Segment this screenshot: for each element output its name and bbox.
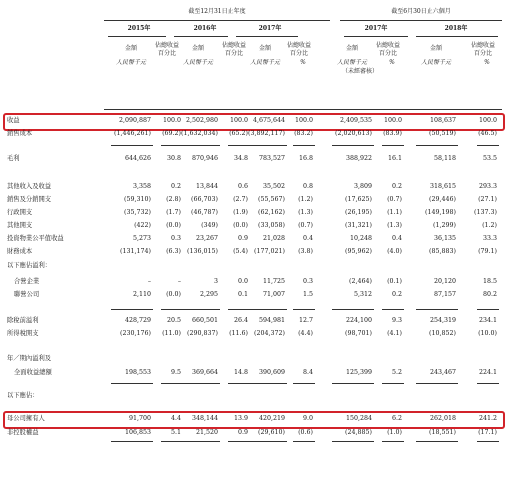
percent-cell: (0.6) (298, 429, 313, 436)
amount-cell: (10,852) (429, 330, 456, 337)
amount-cell: 2,295 (199, 291, 218, 298)
row-label: 收益 (7, 117, 20, 124)
percent-cell: 293.3 (478, 183, 497, 190)
unit-label: 人民幣千元 (336, 59, 367, 66)
year-label: 2015年 (127, 25, 151, 32)
amount-cell: 11,725 (262, 278, 285, 285)
percent-cell: (46.5) (478, 130, 497, 137)
row-label: 其他收入及收益 (7, 183, 52, 190)
percent-cell: (0.7) (298, 222, 313, 229)
amount-cell: 21,028 (262, 235, 285, 242)
percent-cell: 241.2 (478, 415, 497, 422)
amount-cell: 388,922 (345, 155, 372, 162)
unit-label: 人民幣千元 (182, 59, 213, 66)
percent-cell: (11.0) (162, 330, 181, 337)
percent-cell: 0.2 (170, 183, 181, 190)
percent-cell: 53.5 (482, 155, 497, 162)
percent-cell: 16.8 (298, 155, 313, 162)
row-label: 年／期內溢利及 (7, 355, 52, 362)
amount-cell: 2,110 (132, 291, 151, 298)
percent-cell: 4.4 (170, 415, 181, 422)
subtotal-rule (178, 383, 220, 384)
amount-cell: 3 (213, 278, 218, 285)
row-label: 財務成本 (7, 248, 33, 255)
percent-cell: (137.3) (474, 209, 497, 216)
percent-cell: (4.4) (298, 330, 313, 337)
amount-cell: 224,100 (345, 317, 372, 324)
amount-cell: (1,446,261) (114, 130, 151, 137)
amount-cell: 2,502,980 (185, 117, 218, 124)
amount-column-header: 金額 (258, 45, 271, 52)
year-label: 2017年 (258, 25, 282, 32)
percent-cell: (0.0) (233, 222, 248, 229)
percent-cell: (79.1) (478, 248, 497, 255)
amount-column-header: 金額 (429, 45, 442, 52)
percent-cell: 0.1 (237, 291, 248, 298)
subtotal-rule (382, 145, 404, 146)
year-label: 2017年 (364, 25, 388, 32)
percent-cell: 100.0 (478, 117, 497, 124)
percent-cell: 12.7 (298, 317, 313, 324)
amount-cell: 369,664 (191, 369, 218, 376)
row-label: 合營企業 (14, 278, 40, 285)
percent-cell: (1.2) (298, 196, 313, 203)
subtotal-rule (293, 309, 315, 310)
year-underline (236, 36, 298, 37)
amount-cell: 390,609 (258, 369, 285, 376)
percent-cell: (1.9) (233, 209, 248, 216)
amount-cell: 125,399 (345, 369, 372, 376)
subtotal-rule (382, 309, 404, 310)
percent-cell: 0.0 (237, 278, 248, 285)
percent-cell: 18.5 (482, 278, 497, 285)
amount-cell: 428,729 (124, 317, 151, 324)
percent-cell: 0.2 (391, 183, 402, 190)
percent-cell: (1.7) (166, 209, 181, 216)
period-header-interim: 截至6月30日止六個月 (391, 8, 451, 15)
amount-cell: (24,885) (345, 429, 372, 436)
amount-cell: 21,520 (195, 429, 218, 436)
amount-cell: 348,144 (191, 415, 218, 422)
percent-cell: 100.0 (383, 117, 402, 124)
subtotal-rule (111, 383, 153, 384)
percent-cell: (0.0) (166, 222, 181, 229)
amount-cell: (29,446) (429, 196, 456, 203)
amount-cell: (46,787) (191, 209, 218, 216)
amount-cell: 2,409,535 (339, 117, 372, 124)
year-underline (416, 36, 498, 37)
amount-cell: 198,553 (124, 369, 151, 376)
amount-cell: (18,551) (429, 429, 456, 436)
percent-cell: (0.7) (387, 196, 402, 203)
row-label: 母公司擁有人 (7, 415, 45, 422)
subtotal-rule (382, 441, 404, 442)
percent-cell: (1.3) (298, 209, 313, 216)
amount-column-header: 金額 (345, 45, 358, 52)
amount-cell: 150,284 (345, 415, 372, 422)
year-label: 2018年 (444, 25, 468, 32)
amount-cell: (55,567) (258, 196, 285, 203)
amount-cell: 318,615 (429, 183, 456, 190)
year-underline (108, 36, 166, 37)
subtotal-rule (477, 309, 499, 310)
unaudited-note: （未經審核） (341, 68, 378, 75)
percent-column-header: 佔總收益 百分比 (221, 42, 246, 57)
percent-cell: (4.0) (387, 248, 402, 255)
amount-cell: 3,358 (132, 183, 151, 190)
amount-cell: 594,981 (258, 317, 285, 324)
amount-cell: 660,501 (191, 317, 218, 324)
amount-cell: (50,519) (429, 130, 456, 137)
percent-cell: (6.3) (166, 248, 181, 255)
percent-cell: 13.9 (233, 415, 248, 422)
amount-cell: 91,700 (128, 415, 151, 422)
amount-cell: 20,120 (433, 278, 456, 285)
amount-cell: (62,162) (258, 209, 285, 216)
header-rule-a (104, 20, 330, 21)
amount-cell: 35,502 (262, 183, 285, 190)
row-label: 銷售及分銷開支 (7, 196, 52, 203)
percent-cell: (1.2) (482, 222, 497, 229)
subtotal-rule (245, 309, 287, 310)
amount-cell: (136,015) (187, 248, 218, 255)
unit-label: 人民幣千元 (420, 59, 451, 66)
percent-cell: 234.1 (478, 317, 497, 324)
row-label: 其他開支 (7, 222, 33, 229)
percent-cell: 30.8 (166, 155, 181, 162)
header-rule-b (340, 20, 502, 21)
subtotal-rule (477, 383, 499, 384)
amount-cell: 36,135 (433, 235, 456, 242)
percent-cell: 0.2 (391, 291, 402, 298)
row-label: 聯營公司 (14, 291, 40, 298)
amount-cell: (177,021) (254, 248, 285, 255)
amount-cell: (131,174) (120, 248, 151, 255)
amount-column-header: 金額 (124, 45, 137, 52)
row-label: 非控股權益 (7, 429, 39, 436)
amount-cell: (59,310) (124, 196, 151, 203)
year-label: 2016年 (193, 25, 217, 32)
amount-cell: (85,883) (429, 248, 456, 255)
amount-cell: 644,626 (124, 155, 151, 162)
highlight-box (3, 411, 505, 429)
amount-cell: (2,464) (349, 278, 372, 285)
year-underline (174, 36, 228, 37)
subtotal-rule (245, 145, 287, 146)
subtotal-rule (111, 441, 153, 442)
amount-cell: (31,321) (345, 222, 372, 229)
amount-cell: (290,837) (187, 330, 218, 337)
amount-cell: 254,319 (429, 317, 456, 324)
percent-cell: 5.1 (170, 429, 181, 436)
percent-cell: (69.2) (162, 130, 181, 137)
percent-cell: (4.1) (387, 330, 402, 337)
amount-cell: 2,090,887 (118, 117, 151, 124)
percent-cell: 100.0 (162, 117, 181, 124)
row-label: 全面收益總額 (14, 369, 52, 376)
row-label: 行政開支 (7, 209, 33, 216)
percent-cell: (83.2) (294, 130, 313, 137)
year-underline (344, 36, 408, 37)
percent-cell: 6.2 (391, 415, 402, 422)
percent-cell: 16.1 (387, 155, 402, 162)
amount-cell: 58,118 (433, 155, 456, 162)
highlight-box (3, 113, 505, 131)
percent-cell: 80.2 (482, 291, 497, 298)
amount-cell: 10,248 (349, 235, 372, 242)
amount-cell: (149,198) (425, 209, 456, 216)
percent-cell: 34.8 (233, 155, 248, 162)
row-label: 以下應佔溢利： (7, 262, 52, 269)
subtotal-rule (416, 383, 458, 384)
percent-cell: (0.1) (387, 278, 402, 285)
amount-cell: 71,007 (262, 291, 285, 298)
amount-cell: (1,632,034) (181, 130, 218, 137)
percent-cell: 5.2 (391, 369, 402, 376)
percent-cell: 0.9 (237, 235, 248, 242)
percent-unit-label: % (300, 59, 306, 66)
amount-cell: (1,299) (433, 222, 456, 229)
subtotal-rule (245, 441, 287, 442)
percent-cell: (65.2) (229, 130, 248, 137)
amount-cell: (66,703) (191, 196, 218, 203)
subtotal-rule (332, 309, 374, 310)
amount-cell: 108,637 (429, 117, 456, 124)
percent-column-header: 佔總收益 百分比 (286, 42, 311, 57)
percent-cell: 14.8 (233, 369, 248, 376)
amount-cell: 870,946 (191, 155, 218, 162)
subtotal-rule (332, 441, 374, 442)
amount-cell: 420,219 (258, 415, 285, 422)
subtotal-rule (332, 145, 374, 146)
amount-cell: 23,267 (195, 235, 218, 242)
subtotal-rule (416, 309, 458, 310)
amount-cell: 3,809 (353, 183, 372, 190)
amount-cell: (98,701) (345, 330, 372, 337)
subtotal-rule (178, 309, 220, 310)
row-label: 投資物業公平值收益 (7, 235, 64, 242)
percent-cell: 8.4 (302, 369, 313, 376)
subtotal-rule (293, 145, 315, 146)
amount-cell: 5,312 (353, 291, 372, 298)
percent-cell: (11.6) (229, 330, 248, 337)
subtotal-rule (416, 145, 458, 146)
subtotal-rule (245, 383, 287, 384)
row-label: 除稅前溢利 (7, 317, 39, 324)
percent-cell: (83.9) (383, 130, 402, 137)
row-label: 毛利 (7, 155, 20, 162)
subtotal-rule (382, 383, 404, 384)
unit-label: 人民幣千元 (115, 59, 146, 66)
percent-cell: (1.0) (387, 429, 402, 436)
percent-cell: 9.5 (170, 369, 181, 376)
percent-cell: (5.4) (233, 248, 248, 255)
table-top-rule (104, 109, 502, 110)
amount-cell: (349) (201, 222, 218, 229)
amount-cell: (95,962) (345, 248, 372, 255)
percent-cell: 26.4 (233, 317, 248, 324)
amount-cell: 5,273 (132, 235, 151, 242)
amount-cell: (230,176) (120, 330, 151, 337)
amount-cell: (422) (134, 222, 151, 229)
amount-cell: (29,610) (258, 429, 285, 436)
percent-cell: 100.0 (294, 117, 313, 124)
subtotal-rule (416, 441, 458, 442)
subtotal-rule (477, 441, 499, 442)
percent-cell: 0.4 (302, 235, 313, 242)
amount-cell: 783,527 (258, 155, 285, 162)
percent-cell: (27.1) (478, 196, 497, 203)
percent-cell: 0.4 (391, 235, 402, 242)
amount-cell: (26,195) (345, 209, 372, 216)
subtotal-rule (477, 145, 499, 146)
amount-cell: 243,467 (429, 369, 456, 376)
percent-cell: 0.8 (302, 183, 313, 190)
percent-cell: (2.7) (233, 196, 248, 203)
amount-cell: (204,372) (254, 330, 285, 337)
percent-cell: (2.8) (166, 196, 181, 203)
percent-cell: (17.1) (478, 429, 497, 436)
amount-cell: (17,625) (345, 196, 372, 203)
amount-cell: (33,058) (258, 222, 285, 229)
percent-cell: 0.3 (302, 278, 313, 285)
subtotal-rule (293, 383, 315, 384)
percent-cell: (10.0) (478, 330, 497, 337)
percent-column-header: 佔總收益 百分比 (154, 42, 179, 57)
percent-cell: 0.3 (170, 235, 181, 242)
percent-cell: 1.5 (302, 291, 313, 298)
subtotal-rule (293, 441, 315, 442)
amount-cell: – (147, 278, 151, 285)
amount-cell: (2,020,613) (335, 130, 372, 137)
percent-unit-label: % (389, 59, 395, 66)
amount-cell: 13,844 (195, 183, 218, 190)
percent-unit-label: % (484, 59, 490, 66)
amount-cell: 87,157 (433, 291, 456, 298)
subtotal-rule (332, 383, 374, 384)
percent-cell: 9.3 (391, 317, 402, 324)
amount-column-header: 金額 (191, 45, 204, 52)
percent-cell: 9.0 (302, 415, 313, 422)
percent-cell: 224.1 (478, 369, 497, 376)
percent-cell: (0.0) (166, 291, 181, 298)
amount-cell: (3,892,117) (248, 130, 285, 137)
percent-cell: – (177, 278, 181, 285)
subtotal-rule (178, 145, 220, 146)
row-label: 所得稅開支 (7, 330, 39, 337)
amount-cell: (35,732) (124, 209, 151, 216)
subtotal-rule (111, 309, 153, 310)
percent-cell: (1.1) (387, 209, 402, 216)
row-label: 以下應佔： (7, 392, 39, 399)
percent-cell: 0.9 (237, 429, 248, 436)
subtotal-rule (178, 441, 220, 442)
percent-cell: (3.8) (298, 248, 313, 255)
amount-cell: 4,675,644 (252, 117, 285, 124)
row-label: 銷售成本 (7, 130, 33, 137)
percent-cell: 100.0 (229, 117, 248, 124)
percent-cell: 33.3 (482, 235, 497, 242)
unit-label: 人民幣千元 (249, 59, 280, 66)
percent-cell: 20.5 (166, 317, 181, 324)
amount-cell: 262,018 (429, 415, 456, 422)
percent-column-header: 佔總收益 百分比 (470, 42, 495, 57)
percent-cell: 0.6 (237, 183, 248, 190)
percent-column-header: 佔總收益 百分比 (375, 42, 400, 57)
subtotal-rule (111, 145, 153, 146)
amount-cell: 106,853 (124, 429, 151, 436)
percent-cell: (1.3) (387, 222, 402, 229)
period-header-annual: 截至12月31日止年度 (188, 8, 246, 15)
